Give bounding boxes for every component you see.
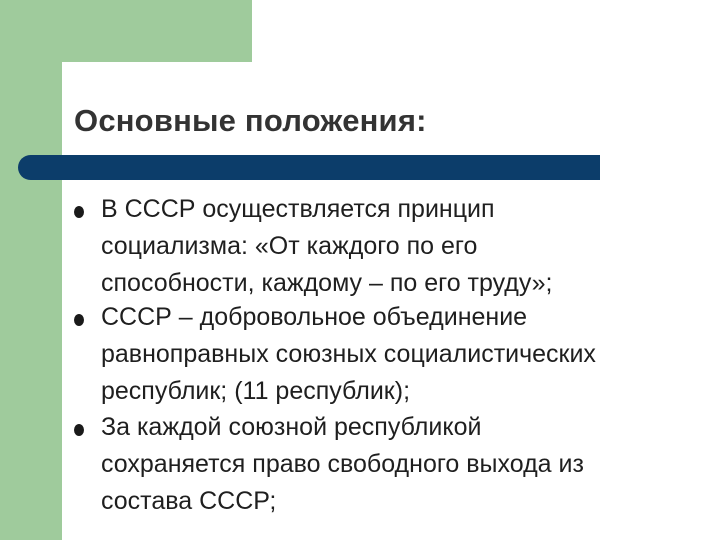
bullet-dot-icon: [74, 206, 84, 218]
decorative-green-band-left: [0, 0, 62, 540]
bullet-text: В СССР осуществляется принцип социализма: «От каждого по его способности, каждому – по его труду»;: [101, 195, 553, 297]
bullet-text: За каждой союзной республикой сохраняется право свободного выхода из состава СССР;: [101, 413, 584, 515]
title-underline-bar: [18, 155, 600, 180]
decorative-green-band-top: [0, 0, 252, 62]
bullet-text: СССР – добровольное объединение равноправных союзных социалистических республик; (11 республик);: [101, 303, 596, 405]
bullet-dot-icon: [74, 314, 84, 326]
bullet-dot-icon: [74, 424, 84, 436]
slide-title: Основные положения:: [74, 103, 427, 138]
